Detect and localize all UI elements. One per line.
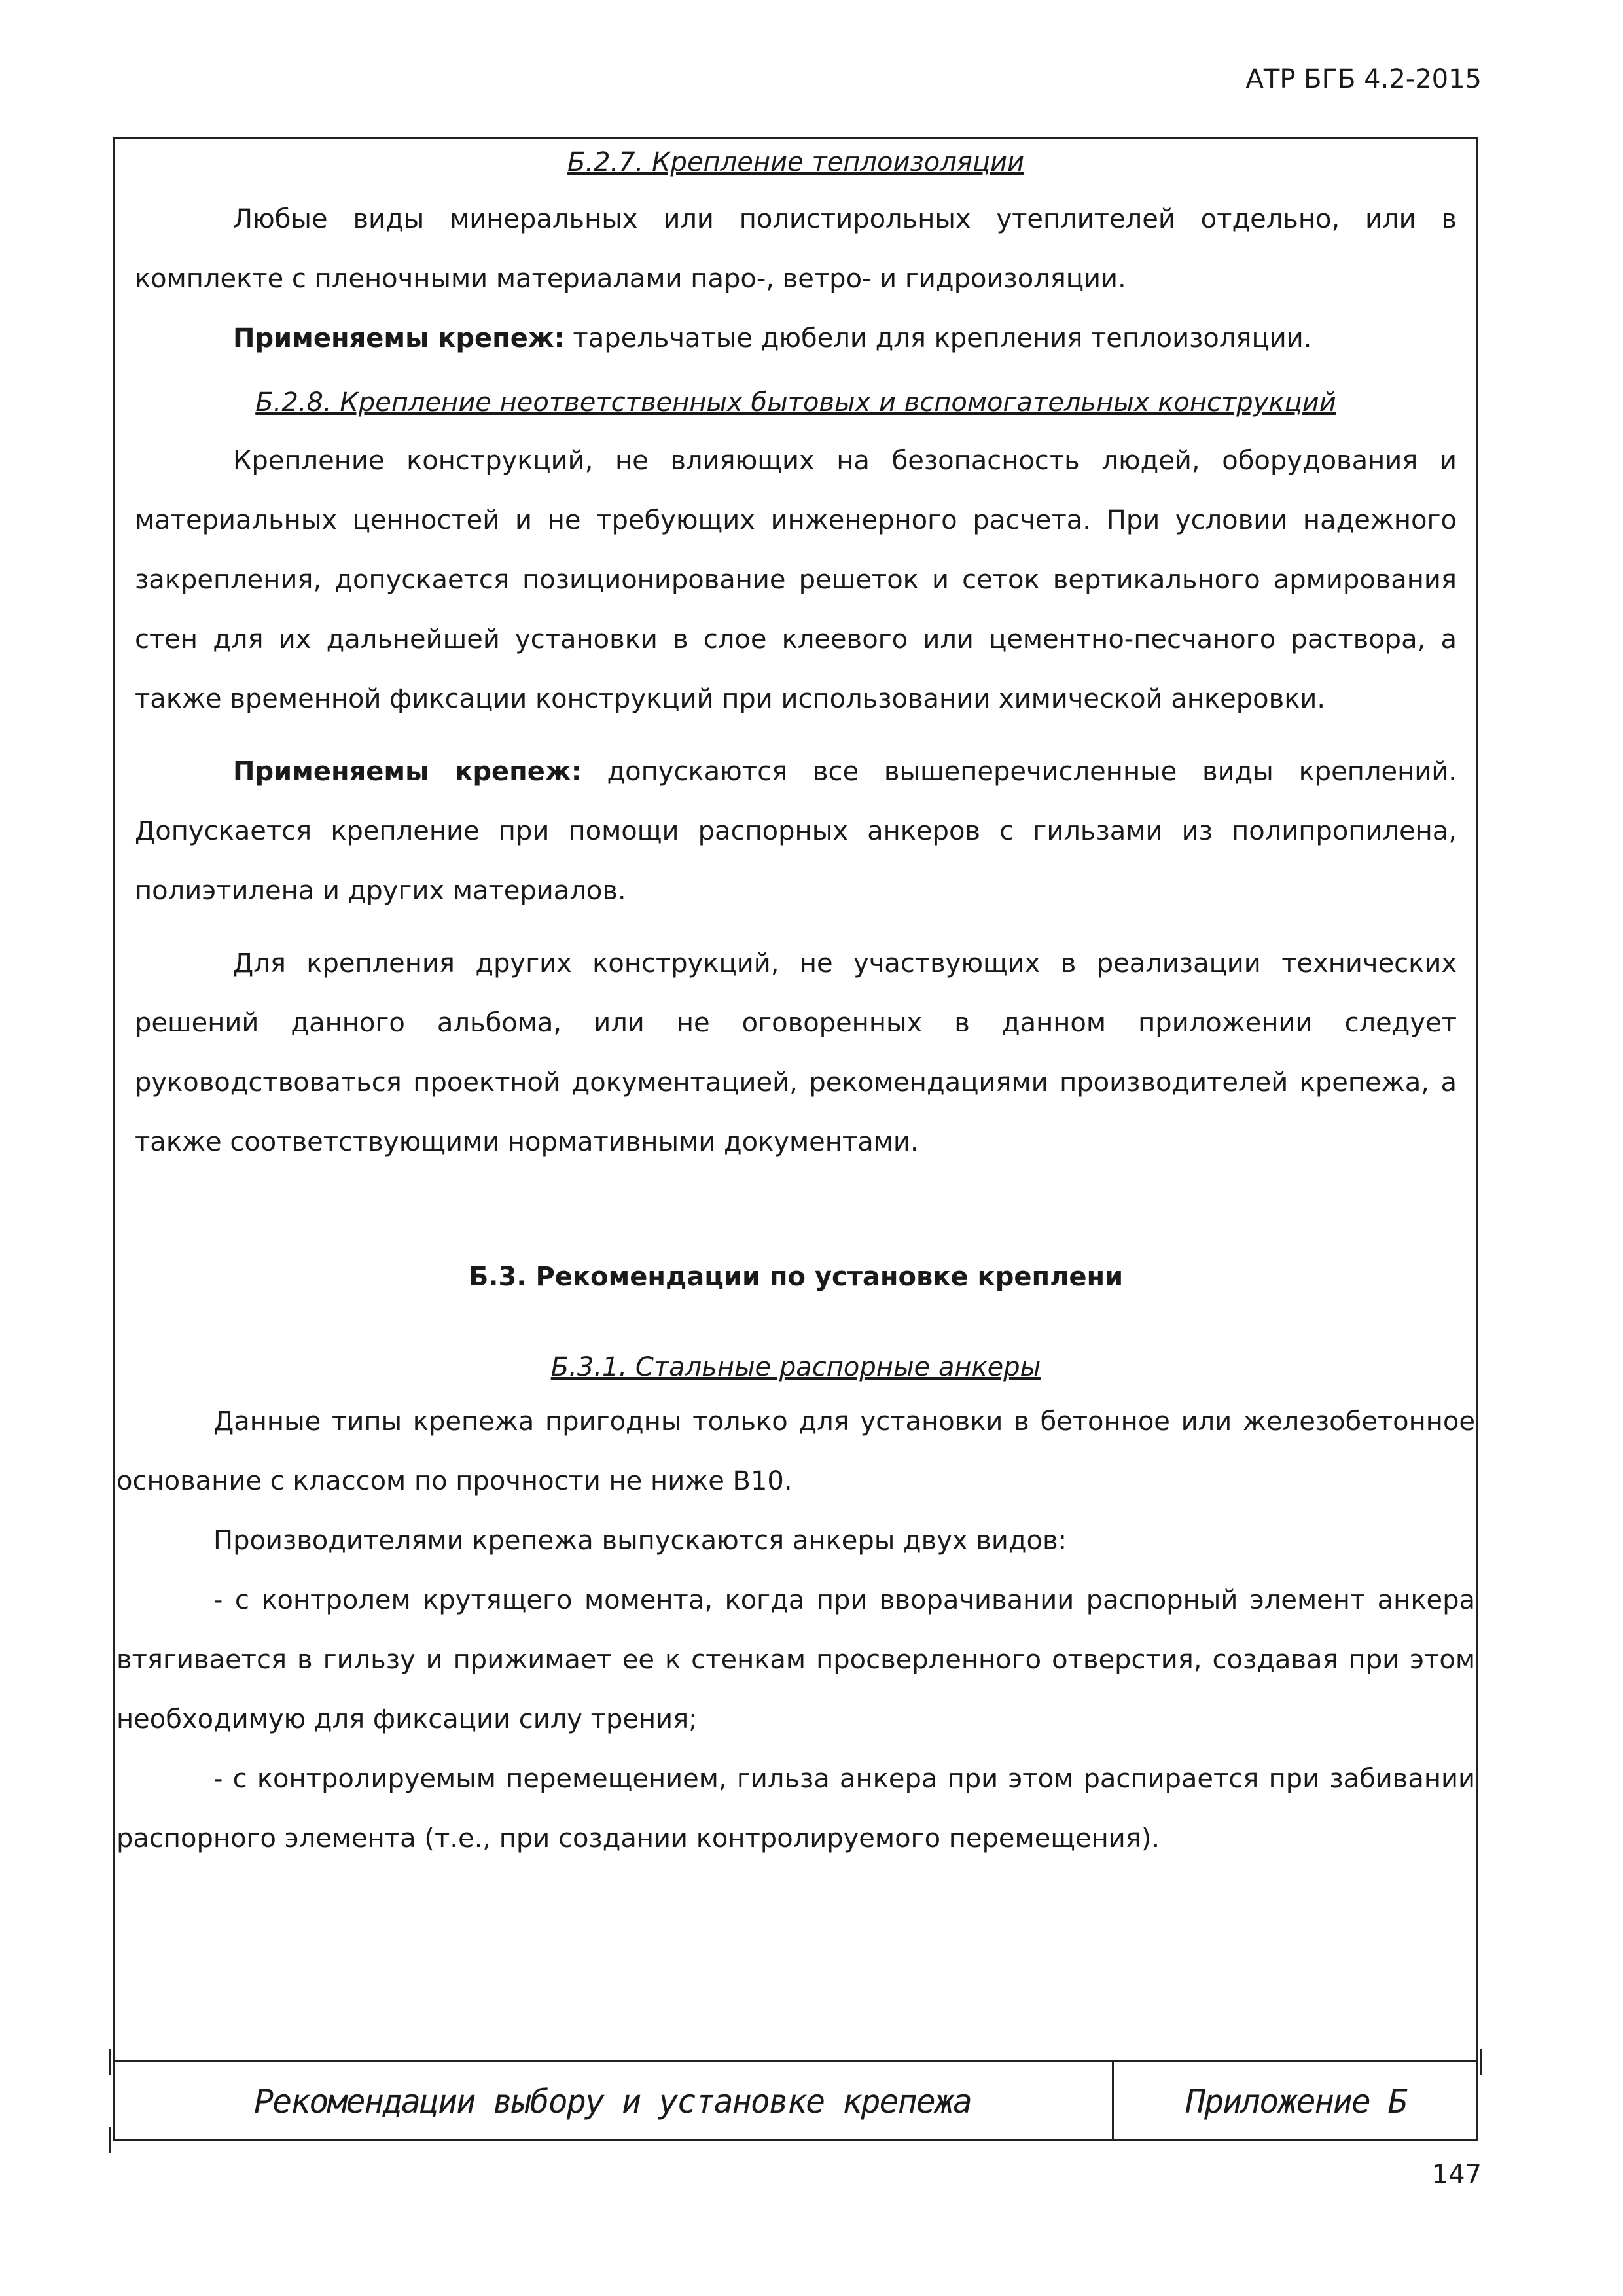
frame-tick [109,2127,111,2153]
title-block-name: Рекомендации выбору и установке крепежа [113,2062,1114,2141]
paragraph: Для крепления других конструкций, не участвующих в реализации технических решений данного альбома, или не оговоренных в данном приложении следует руководствоваться проектной документацией, рекомендациями производителей крепежа, а также соответствующими нормативными документами. [135,948,1457,1157]
paragraph-text: допускаются все вышеперечисленные виды креплений. Допускается крепление при помощи распорных анкеров с гильзами из полипропилена, полиэтилена и других материалов. [135,757,1457,906]
section-heading-b28: Б.2.8. Крепление неответственных бытовых и вспомогательных конструкций [255,387,1336,418]
bold-label: Применяемы крепеж: [233,757,582,787]
list-item: - с контролем крутящего момента, когда при вворачивании распорный элемент анкера втягивается в гильзу и прижимает ее к стенкам просверленного отверстия, создавая при этом необходимую для фиксации силу трения; [116,1585,1475,1734]
paragraph: Данные типы крепежа пригодны только для установки в бетонное или железобетонное основание с классом по прочности не ниже В10. [116,1407,1475,1496]
paragraph: Любые виды минеральных или полистирольных утеплителей отдельно, или в комплекте с пленочными материалами паро-, ветро- и гидроизоляции. [135,204,1457,294]
bold-label: Применяемы крепеж: [233,323,565,353]
section-heading-b27: Б.2.7. Крепление теплоизоляции [567,147,1025,177]
paragraph-fasteners [135,742,1457,921]
document-code: АТР БГБ 4.2-2015 [1245,64,1482,94]
paragraph-text: тарельчатые дюбели для крепления теплоизоляции. [564,323,1312,353]
list-item: - с контролируемым перемещением, гильза анкера при этом распирается при забивании распорного элемента (т.е., при создании контролируемого перемещения). [116,1764,1475,1854]
paragraph: Крепление конструкций, не влияющих на безопасность людей, оборудования и материальных ценностей и не требующих инженерного расчета. При условии надежного закрепления, допускается позиционирование решеток и сеток вертикального армирования стен для их дальнейшей установки в слое клеевого или цементно-песчаного раствора, а также временной фиксации конструкций при использовании химической анкеровки. [135,446,1457,714]
section-heading-b31: Б.3.1. Стальные распорные анкеры [550,1352,1041,1382]
paragraph-fasteners [135,309,1457,368]
frame-tick [109,2049,111,2075]
page-number: 147 [1431,2160,1482,2190]
title-block [113,2060,1478,2141]
page-content [115,139,1476,1869]
paragraph: Производителями крепежа выпускаются анкеры двух видов: [213,1526,1067,1556]
section-heading-b3: Б.3. Рекомендации по установке креплени [468,1262,1124,1292]
frame-tick [1480,2049,1482,2075]
title-block-appendix: Приложение Б [1185,2083,1407,2121]
